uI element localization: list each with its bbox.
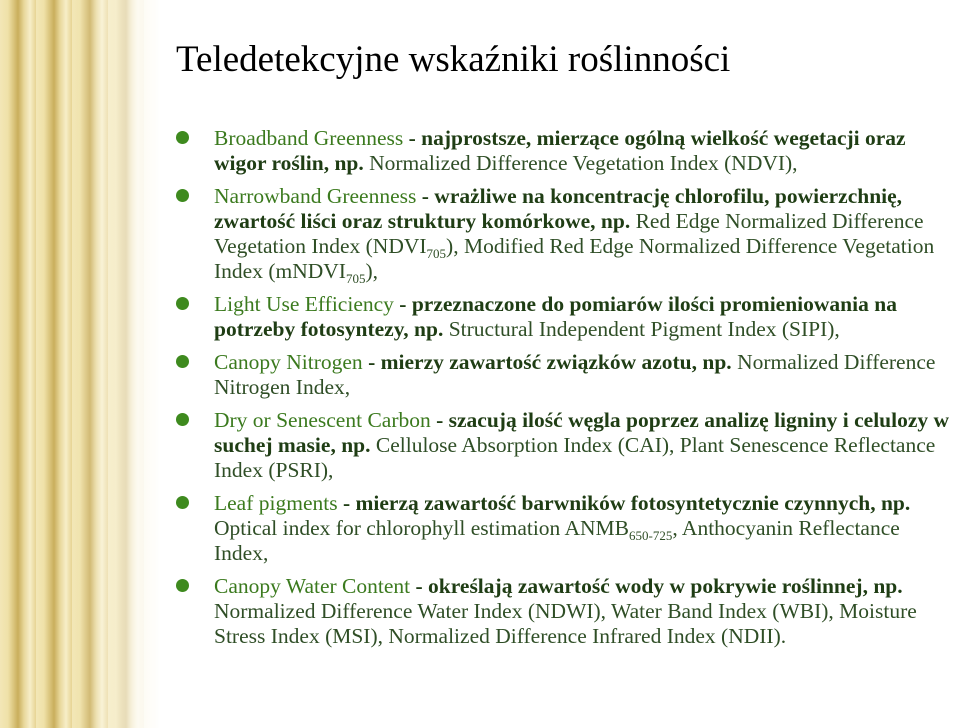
bullet-description: - mierzy zawartość związków azotu, np. xyxy=(362,350,732,374)
bullet-examples: Cellulose Absorption Index (CAI), Plant Senescence Reflectance Index (PSRI), xyxy=(214,433,936,482)
list-item xyxy=(176,491,958,566)
list-item xyxy=(176,126,958,176)
bullet-description: - określają zawartość wody w pokrywie roślinnej, np. xyxy=(410,574,903,598)
bullet-term: Broadband Greenness xyxy=(214,126,404,150)
bullet-term: Dry or Senescent Carbon xyxy=(214,408,431,432)
bullet-dot-icon xyxy=(176,131,189,144)
bullet-examples: Red Edge Normalized Difference Vegetation Index (NDVI xyxy=(214,209,924,258)
bullet-examples: ), Modified Red Edge Normalized Difference Vegetation Index (mNDVI xyxy=(214,234,935,283)
bullet-examples: Normalized Difference Water Index (NDWI), Water Band Index (WBI), Moisture Stress Index (MSI), Normalized Difference Infrared Index (NDII). xyxy=(214,599,917,648)
bullet-dot-icon xyxy=(176,189,189,202)
bullet-description: - przeznaczone do pomiarów ilości promieniowania na potrzeby fotosyntezy, np. xyxy=(214,292,897,341)
bullet-examples: Structural Independent Pigment Index (SIPI), xyxy=(443,317,840,341)
list-item xyxy=(176,184,958,284)
subscript: 705 xyxy=(345,271,366,286)
bullet-term: Canopy Nitrogen xyxy=(214,350,363,374)
bullet-examples: ), xyxy=(365,259,378,283)
bullet-dot-icon xyxy=(176,355,189,368)
subscript: 705 xyxy=(426,246,447,261)
list-item xyxy=(176,408,958,483)
bullet-term: Canopy Water Content xyxy=(214,574,411,598)
bullet-term: Leaf pigments xyxy=(214,491,338,515)
bullet-dot-icon xyxy=(176,496,189,509)
bullet-examples: Optical index for chlorophyll estimation ANMB xyxy=(214,516,630,540)
bullet-examples: Normalized Difference Nitrogen Index, xyxy=(214,350,936,399)
list-item xyxy=(176,574,958,649)
bullet-term: Narrowband Greenness xyxy=(214,184,417,208)
bullet-dot-icon xyxy=(176,297,189,310)
bullet-list xyxy=(176,126,958,657)
bullet-dot-icon xyxy=(176,579,189,592)
list-item xyxy=(176,350,958,400)
bullet-examples: Normalized Difference Vegetation Index (NDVI), xyxy=(363,151,798,175)
bullet-description: - najprostsze, mierzące ogólną wielkość wegetacji oraz wigor roślin, np. xyxy=(214,126,906,175)
bullet-examples: , Anthocyanin Reflectance Index, xyxy=(214,516,900,565)
bullet-term: Light Use Efficiency xyxy=(214,292,394,316)
bullet-description: - wrażliwe na koncentrację chlorofilu, powierzchnię, zwartość liści oraz struktury komórkowe, np. xyxy=(214,184,903,233)
slide-title: Teledetekcyjne wskaźniki roślinności xyxy=(176,39,731,80)
bullet-description: - mierzą zawartość barwników fotosyntetycznie czynnych, np. xyxy=(337,491,911,515)
bullet-dot-icon xyxy=(176,413,189,426)
subscript: 650-725 xyxy=(629,528,673,543)
bullet-description: - szacują ilość węgla poprzez analizę ligniny i celulozy w suchej masie, np. xyxy=(214,408,950,457)
list-item xyxy=(176,292,958,342)
